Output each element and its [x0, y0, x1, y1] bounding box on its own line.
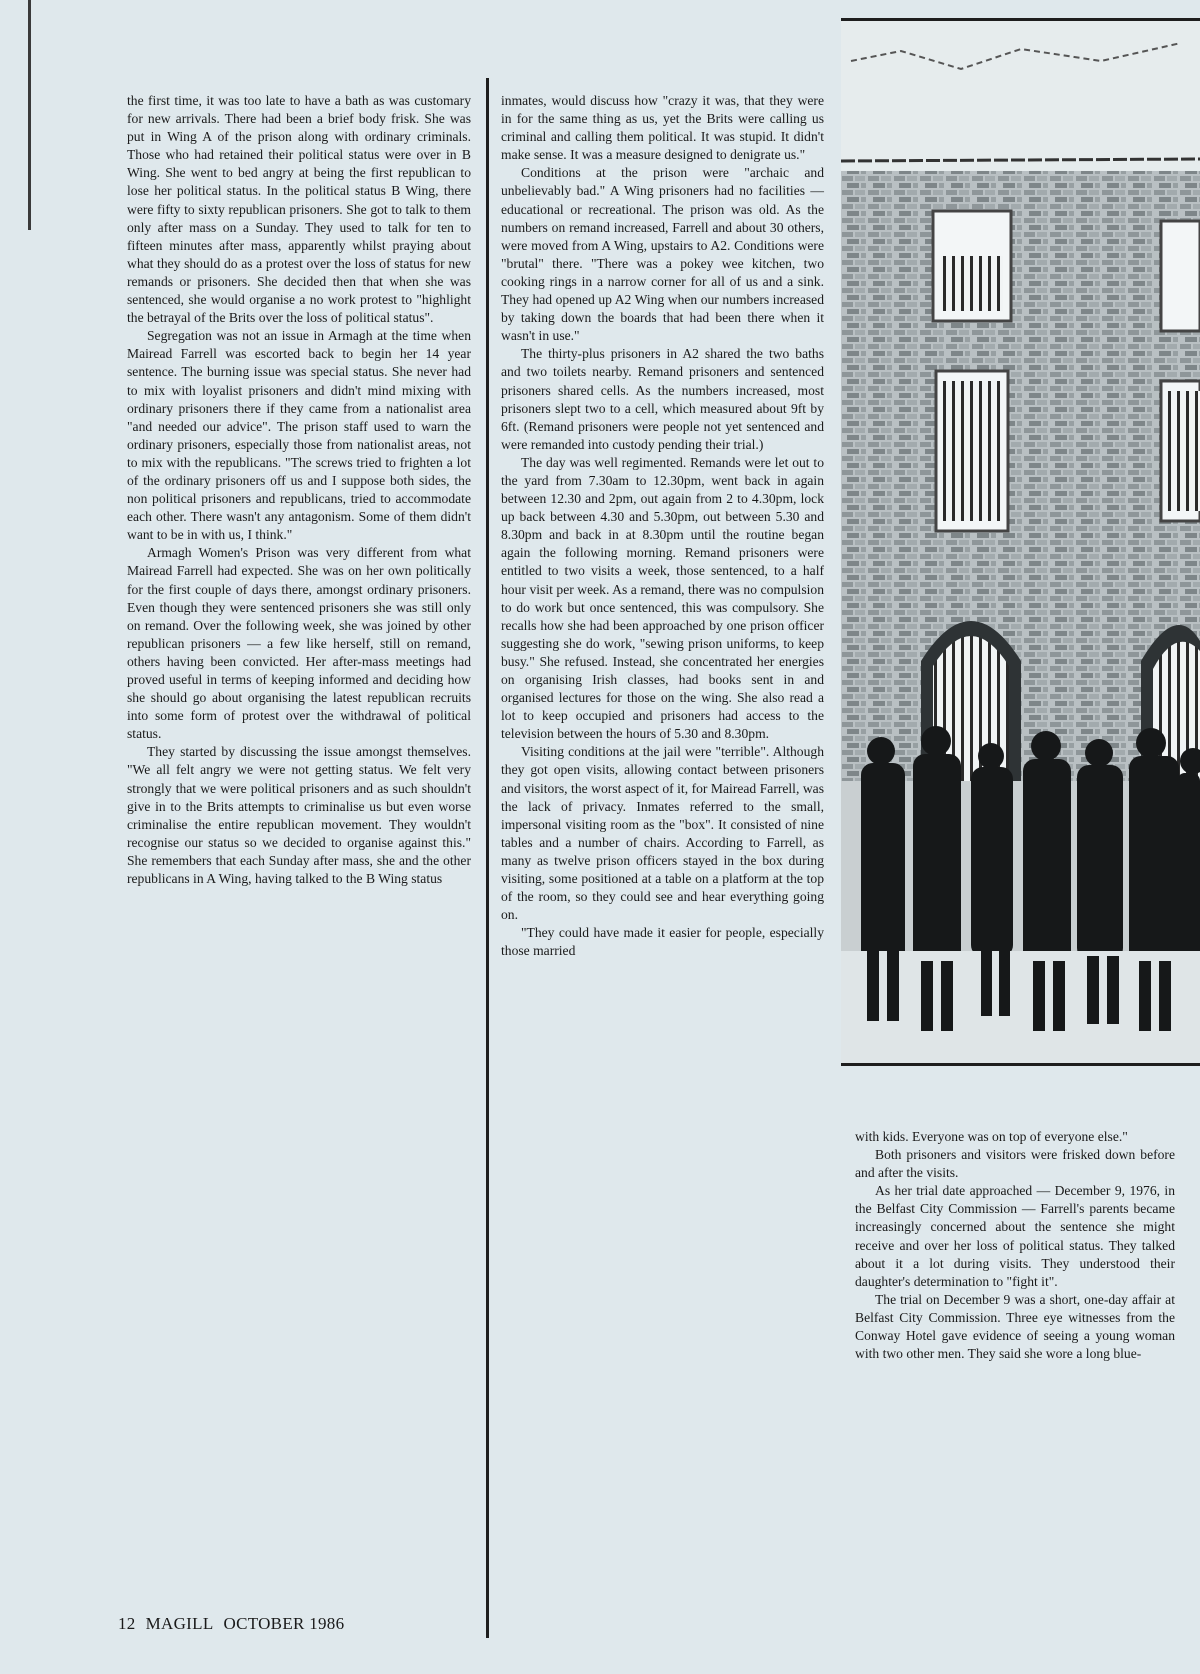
paragraph: The trial on December 9 was a short, one-day affair at Belfast City Commission. Three eye witnesses from the Conway Hotel gave evidence of seeing a young woman with two other men. They said she wore a long blue-: [855, 1291, 1175, 1362]
paragraph: Conditions at the prison were "archaic and unbelievably bad." A Wing prisoners had no facilities — educational or recreational. The prison was old. As the numbers on remand increased, Farrell and about 30 others, were moved from A Wing, upstairs to A2. Conditions were "brutal" there. "There was a pokey wee kitchen, two cooking rings in a narrow corner for all of us and a sink. They had opened up A2 Wing when our numbers increased by taking down the boards that had been there when it wasn't in use.": [501, 165, 824, 344]
article-column-3: [855, 1128, 1175, 1363]
column-divider: [486, 78, 489, 1638]
prison-photo-icon: [841, 21, 1200, 1063]
paragraph: As her trial date approached — December 9, 1976, in the Belfast City Commission — Farrell's parents became increasingly concerned about the sentence she might receive and over her loss of political status. They talked about it a lot during visits. They understood their daughter's determination to "fight it".: [855, 1183, 1175, 1289]
paragraph: Visiting conditions at the jail were "terrible". Although they got open visits, allowing contact between prisoners and visitors, the worst aspect of it, for Mairead Farrell, was the lack of privacy. Inmates referred to the small, impersonal visiting room as the "box". It consisted of nine tables and a number of chairs. According to Farrell, as many as twelve prison officers stayed in the box during visiting, some positioned at a table on a platform at the top of the room, so they could see and hear everything going on.: [501, 744, 824, 923]
paragraph: The day was well regimented. Remands were let out to the yard from 7.30am to 12.30pm, went back in again between 12.30 and 2pm, out again from 2 to 4.30pm, lock up back between 4.30 and 5.30pm, out between 5.30 and 8.30pm and back in at 8.30pm until the routine began again the following morning. Remand prisoners were entitled to two visits a week, those sentenced, to a half hour visit per week. As a remand, there was no compulsion to do work but once sentenced, this was compulsory. She recalls how she had been approached by one prison officer suggesting she do work, "sewing prison uniforms, to keep busy." She refused. Instead, she concentrated her energies on organising Irish classes, had books sent in and organised lectures for those on the wing. She also read a lot to keep occupied and prisoners had access to the television between the hours of 5.30 and 8.30pm.: [501, 454, 824, 742]
article-column-2: [501, 92, 824, 961]
paragraph: with kids. Everyone was on top of everyone else.": [855, 1129, 1128, 1144]
paragraph: Both prisoners and visitors were frisked down before and after the visits.: [855, 1147, 1175, 1181]
page-binding-edge: [28, 0, 31, 230]
article-column-1: [127, 92, 471, 888]
paragraph: inmates, would discuss how "crazy it was, that they were in for the same thing as us, yet the Brits were calling us criminal and calling them political. It was stupid. It didn't make sense. It was a measure designed to denigrate us.": [501, 93, 824, 163]
paragraph: "They could have made it easier for people, especially those married: [501, 925, 824, 959]
paragraph: Armagh Women's Prison was very different from what Mairead Farrell had expected. She was on her own politically for the first couple of days there, amongst ordinary prisoners. Even though they were sentenced prisoners she was still only on remand. Over the following week, she was joined by other republican prisoners — a few like herself, still on remand, others having been convicted. Her after-mass meetings had proved useful in terms of keeping informed and deciding how she should go about organising the latest republican recruits into some form of protest over the withdrawal of political status.: [127, 545, 471, 742]
page-footer: [118, 1614, 354, 1634]
paragraph: The thirty-plus prisoners in A2 shared the two baths and two toilets nearby. Remand prisoners and sentenced prisoners shared cells. As the numbers increased, most prisoners slept two to a cell, which measured about 9ft by 6ft. (Remand prisoners were people not yet sentenced and were remanded into custody pending their trial.): [501, 346, 824, 452]
prison-photo: [841, 18, 1200, 1066]
magazine-name: MAGILL: [145, 1614, 214, 1633]
issue-date: OCTOBER 1986: [223, 1614, 345, 1633]
paragraph: the first time, it was too late to have a bath as was customary for new arrivals. There had been a brief body frisk. She was put in Wing A of the prison along with ordinary criminals. Those who had retained their political status were over in B Wing. She went to bed angry at being the first republican to lose her political status. In the political status B Wing, there were fifty to sixty republican prisoners. She got to talk to them only after mass on a Sunday. They used to talk for ten to fifteen minutes after mass, apparently whilst praying about what they should do as a protest over the loss of status for new remands or prisoners. She decided then that when she was sentenced, she would organise a no work protest to "highlight the betrayal of the Brits over the loss of political status".: [127, 93, 471, 326]
page-number: 12: [118, 1614, 136, 1633]
paragraph: Segregation was not an issue in Armagh at the time when Mairead Farrell was escorted back to begin her 14 year sentence. The burning issue was special status. She never had to mix with loyalist prisoners and didn't mind mixing with ordinary prisoners there if they came from a nationalist area "and needed our advice". The prison staff used to warn the ordinary prisoners, especially those from nationalist areas, not to mix with the republicans. "The screws tried to frighten a lot of the ordinary prisoners off us and I suppose both sides, the non political prisoners and republicans, tried to accommodate each other. There wasn't any antagonism. Some of them didn't want to be in with us, I think.": [127, 328, 471, 543]
paragraph: They started by discussing the issue amongst themselves. "We all felt angry we were not getting status. We felt very strongly that we were political prisoners and as such shouldn't give in to the Brits attempts to criminalise us but even worse criminalise the entire republican movement. They wouldn't recognise our status so we decided to organise against this." She remembers that each Sunday after mass, she and the other republicans in A Wing, having talked to the B Wing status: [127, 744, 471, 887]
